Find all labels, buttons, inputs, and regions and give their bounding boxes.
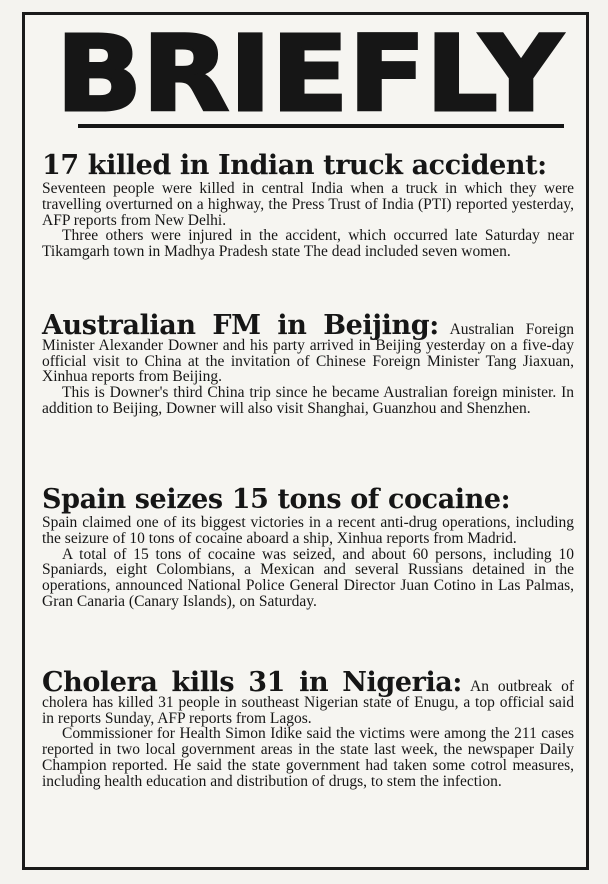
story-spain-paragraph-2: A total of 15 tons of cocaine was seized, and about 60 persons, including 10 Spaniards, eight Colombians, a Mexican and several Russians detained in the operations, announced National Police General Director Juan Cotino in Las Palmas, Gran Canaria (Canary Islands), on Saturday. [42, 545, 574, 610]
story-spain-paragraph-1: Spain claimed one of its biggest victories in a recent anti-drug operations, including the seizure of 10 tons of cocaine aboard a ship, Xinhua reports from Madrid. [42, 514, 574, 547]
masthead-title: BRIEFLY [56, 22, 564, 122]
story-cholera-nigeria [42, 667, 574, 790]
story-australian-paragraph-2: This is Downer's third China trip since he became Australian foreign minister. In addition to Beijing, Downer will also visit Shanghai, Guanzhou and Shenzhen. [42, 384, 574, 417]
headline-cholera-nigeria: Cholera kills 31 in Nigeria: [42, 667, 462, 698]
story-australian-lead-paragraph [42, 310, 574, 386]
story-australian-fm [42, 310, 574, 417]
story-cholera-paragraph-2: Commissioner for Health Simon Idike said the victims were among the 211 cases reported in two local government areas in the state last week, the newspaper Daily Champion reported. He said the state government had taken some cotrol measures, including health education and distribution of drugs, to stem the infection. [42, 725, 574, 790]
masthead [50, 22, 568, 122]
headline-truck-accident: 17 killed in Indian truck accident: [42, 150, 547, 181]
story-cholera-lead-paragraph [42, 667, 574, 727]
masthead-rule [78, 124, 564, 128]
story-spain-cocaine [42, 484, 574, 610]
story-cholera-lead: An outbreak of cholera has killed 31 people in southeast Nigerian state of Enugu, a top official said in reports Sunday, AFP reports from Lagos. [42, 678, 574, 727]
story-truck-accident [42, 150, 574, 260]
story-australian-lead: Australian Foreign Minister Alexander Downer and his party arrived in Beijing yesterday on a five-day official visit to China at the invitation of Chinese Foreign Minister Tang Jiaxuan, Xinhua reports from Beijing. [42, 321, 574, 386]
story-truck-paragraph-2: Three others were injured in the accident, which occurred late Saturday near Tikamgarh town in Madhya Pradesh state The dead included seven women. [42, 227, 574, 261]
headline-spain-cocaine: Spain seizes 15 tons of cocaine: [42, 484, 511, 515]
masthead-logo [50, 22, 568, 122]
headline-australian-fm: Australian FM in Beijing: [42, 310, 439, 341]
story-truck-paragraph-1: Seventeen people were killed in central India when a truck in which they were travelling overturned on a highway, the Press Trust of India (PTI) reported yesterday, AFP reports from New Delhi. [42, 180, 574, 229]
